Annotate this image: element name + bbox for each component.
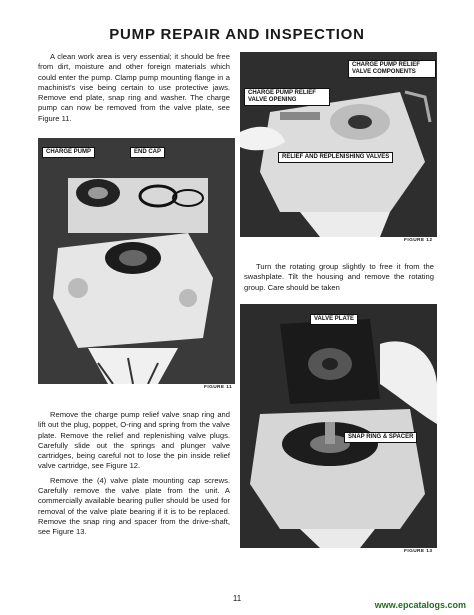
paragraph-text: A clean work area is very essential; it should be free from dirt, moisture and other foreign materials which could enter the pump. Clamp pump mounting flange in a machinist's vise being certain to use protective jaws. Remove end plate, snap ring and washer. The charge pump can now be removed from the valve plate, see Figure 11. bbox=[38, 52, 230, 123]
label-relief-opening: CHARGE PUMP RELIEF VALVE OPENING bbox=[244, 88, 330, 106]
paragraph-intro bbox=[38, 52, 230, 128]
paragraph-relief-valve bbox=[38, 410, 230, 542]
relief-valve-photo-illustration bbox=[240, 52, 437, 237]
page-title: PUMP REPAIR AND INSPECTION bbox=[109, 26, 365, 43]
figure-12-photo bbox=[240, 52, 437, 237]
pump-photo-illustration bbox=[38, 138, 235, 384]
figure-13-photo bbox=[240, 304, 437, 548]
valve-plate-photo-illustration bbox=[240, 304, 437, 548]
figure-11-caption: FIGURE 11 bbox=[204, 385, 233, 390]
page-number: 11 bbox=[232, 594, 242, 603]
label-relief-replenishing: RELIEF AND REPLENISHING VALVES bbox=[278, 152, 393, 163]
figure-11-photo bbox=[38, 138, 235, 384]
paragraph-text: Turn the rotating group slightly to free it from the swashplate. Tilt the housing and remove the rotating group. Care should be taken bbox=[244, 262, 434, 292]
label-end-cap: END CAP bbox=[130, 147, 165, 158]
paragraph-text: Remove the (4) valve plate mounting cap screws. Carefully remove the valve plate from the unit. A commercially available bearing puller should be used for removal of the valve plate bearing if it is to be replaced. Remove the snap ring and spacer from the drive-shaft, see Figure 13. bbox=[38, 475, 230, 537]
paragraph-rotating-group bbox=[244, 262, 434, 297]
label-valve-plate: VALVE PLATE bbox=[310, 314, 358, 325]
watermark-link[interactable]: www.epcatalogs.com bbox=[374, 600, 466, 610]
paragraph-text: Remove the charge pump relief valve snap ring and lift out the plug, poppet, O-ring and spring from the valve plate. Remove the relief and replenishing valve plugs. Carefully slide out the springs and plunger valve cartridges, being careful not to lose the pin inside relief valve cartridge, see Figure 12. bbox=[38, 410, 230, 471]
label-charge-pump: CHARGE PUMP bbox=[42, 147, 95, 158]
figure-12-caption: FIGURE 12 bbox=[404, 238, 433, 243]
label-relief-components: CHARGE PUMP RELIEF VALVE COMPONENTS bbox=[348, 60, 436, 78]
label-snap-ring: SNAP RING & SPACER bbox=[344, 432, 417, 443]
figure-13-caption: FIGURE 13 bbox=[404, 549, 433, 554]
